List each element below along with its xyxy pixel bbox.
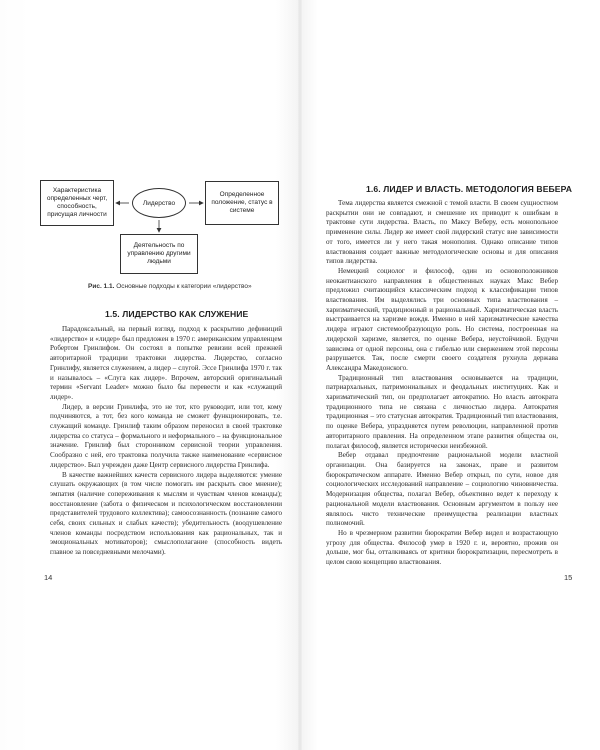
diagram-box-traits: Характеристика определенных черт, способность, присущая личности: [40, 180, 114, 226]
book-gutter: [298, 0, 302, 750]
page-number-left: 14: [44, 573, 53, 582]
paragraph: Вебер отдавал предпочтение рациональной модели властной организации. Она базируется на законах, праве и развитом бюрократическом аппарате. Именно Вебер открыл, по сути, новое для социологических исследований направление – социологию чиновничества. Модернизация общества, полагал Вебер, объективно ведет к переходу к рациональной модели властвования. Основным аргументом в пользу нее являлось чисто технические преимущества реализации властных полномочий.: [326, 451, 558, 528]
diagram-box-activity: Деятельность по управлению другими людьми: [120, 234, 198, 274]
diagram-box-status: Определенное положение, статус в системе: [205, 181, 279, 225]
paragraph: В качестве важнейших качеств сервисного лидера выделяются: умение слушать окружающих (в том числе помогать им раскрыть свое мнение); эмпатия (наличие сопереживания к мыслям и чувствам членов команды); восстановление (забота о физическом и психологическом восстановлении представителей трудового коллектива); самоосознанность (познание самого себя, своих сильных и слабых качеств); убедительность (воодушевление членов команды посредством использования как рациональных, так и эмоциональных мотиваторов); смыслополагание (способность видеть главное за повседневными мелочами).: [50, 470, 282, 557]
section-heading-1-6: 1.6. ЛИДЕР И ВЛАСТЬ. МЕТОДОЛОГИЯ ВЕБЕРА: [366, 184, 573, 194]
diagram-center-ellipse: Лидерство: [132, 188, 186, 218]
section-heading-1-5: 1.5. ЛИДЕРСТВО КАК СЛУЖЕНИЕ: [105, 309, 249, 319]
paragraph: Немецкий социолог и философ, один из основоположников неокантианского направления в общественных науках Макс Вебер предложил считающийся классическим подход к классификации типов властвования. Им выделялись три основных типа властвования – харизматический, традиционный и рациональный. Харизматическая власть выстраивается на харизме вождя. Именно в ней харизматические качества лидера играют системообразующую роль. Но система, построенная на лидерской харизме, является, по оценке Вебера, неустойчивой. Будучи зависима от одной персоны, она с гибелью или свержением этой персоны разрушается. Так, после смерти своего создателя рухнула держава Александра Македонского.: [326, 266, 558, 372]
right-page-body: [326, 199, 558, 568]
paragraph: Парадоксальный, на первый взгляд, подход к раскрытию дефиниций «лидерство» и «лидер» был предложен в 1970 г. американским управленцем Робертом Гринлифом. Он состоял в попытке ревизии всей прежней авторитарной традиции трактовки лидерства. Лидерство, согласно Гринлифу, является служением, а лидер – слугой. Эссе Гринлифа 1970 г. так и называлось – «Слуга как лидер». Впрочем, авторский оригинальный термин «Servant Leader» можно было бы перевести и как «служащий лидер».: [50, 325, 282, 401]
paragraph: Тема лидерства является смежной с темой власти. В своем сущностном раскрытии они не совпадают, и смешение их приводит к ошибкам в трактовке сути лидерства. Власть, по Максу Веберу, есть монопольное применение силы. Лидер же имеет свой лидерский статус вне зависимости от того, имеется ли у него такая монополия. Однако описание типов властвования создает важные методологические основы и для описания типов лидерства.: [326, 199, 558, 266]
paragraph: Лидер, в версии Гринлифа, это не тот, кто руководит, или тот, кому подчиняются, а тот, без кого команда не сможет функционировать, т.е. служащий команде. Гринлиф таким образом переносил в своей трактовке лидерства со статуса – формального и неформального – на функциональное значение. Гринлиф был сторонником сервисной теории управления. Сообразно с ней, его трактовка получила также наименование «сервисное лидерство». Был учрежден даже Центр сервисного лидерства Гринлифа.: [50, 402, 282, 469]
page-number-right: 15: [564, 573, 573, 582]
paragraph: Но в чрезмерном развитии бюрократии Вебер видел и возрастающую угрозу для общества. Философ умер в 1920 г. и, вероятно, прожив он дольше, мог бы, отталкиваясь от критики бюрократизации, пересмотреть в целом свою концепцию властвования.: [326, 528, 558, 567]
figure-diagram: [40, 176, 290, 280]
figure-caption-label: Рис. 1.1.: [88, 283, 115, 290]
left-page-body: [50, 325, 282, 558]
figure-caption-text: Основные подходы к категории «лидерство»: [114, 283, 252, 290]
figure-caption: [88, 283, 298, 290]
paragraph: Традиционный тип властвования основывается на традиции, патриархальных, патримониальных и феодальных институциях. Как и харизматический тип, он предполагает автократию. Но власть автократа традиционного типа не связана с личностью лидера. Автократия традиционная – это статусная автократия. Традиционный тип властвования, по оценке Вебера, упраздняется путем революции, направленной против авторитарного правления. На определенном этапе развития общества он, полагал философ, является исторически неизбежной.: [326, 373, 558, 450]
